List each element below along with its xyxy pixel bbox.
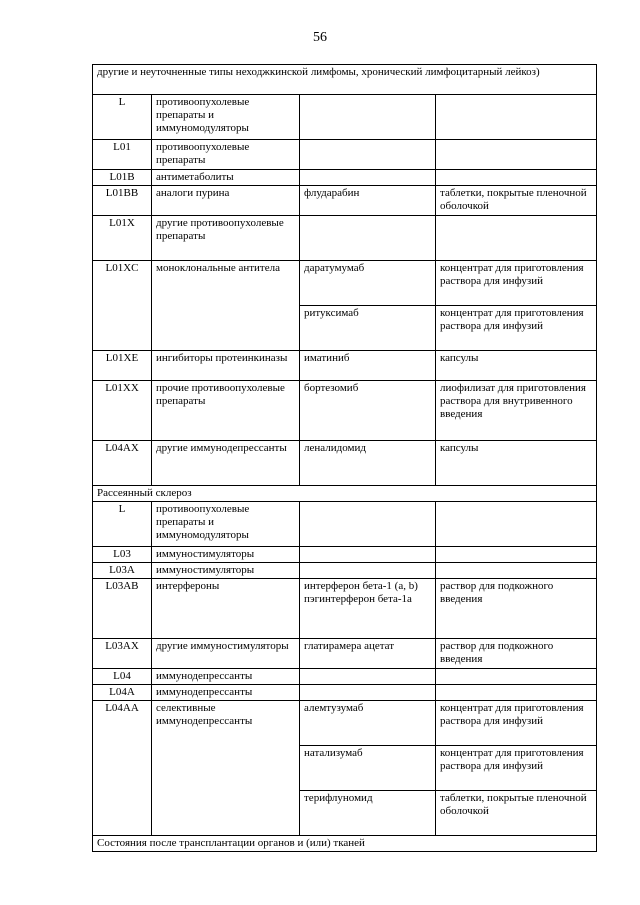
drug-name-cell: леналидомид <box>300 441 436 486</box>
dosage-form-cell: таблетки, покрытые пленочной оболочкой <box>436 186 597 216</box>
atc-group-cell: интерфероны <box>152 579 300 639</box>
atc-code-cell: L01XE <box>93 351 152 381</box>
drug-name-cell <box>300 216 436 261</box>
drug-name-cell <box>300 685 436 701</box>
dosage-form-cell <box>436 502 597 547</box>
atc-group-cell: другие иммуностимуляторы <box>152 639 300 669</box>
drug-name-cell: терифлуномид <box>300 791 436 836</box>
table-row <box>93 701 597 746</box>
atc-code-cell: L <box>93 95 152 140</box>
atc-code-cell: L01X <box>93 216 152 261</box>
dosage-form-cell: лиофилизат для приготовления раствора для внутривенного введения <box>436 381 597 441</box>
table-row <box>93 140 597 170</box>
table-row <box>93 547 597 563</box>
table-row <box>93 502 597 547</box>
drug-name-cell: ритуксимаб <box>300 306 436 351</box>
drug-name-cell: натализумаб <box>300 746 436 791</box>
drug-name-cell: алемтузумаб <box>300 701 436 746</box>
dosage-form-cell: капсулы <box>436 351 597 381</box>
drug-name-cell: флударабин <box>300 186 436 216</box>
atc-code-cell: L04AA <box>93 701 152 836</box>
table-row <box>93 95 597 140</box>
drug-name-cell <box>300 669 436 685</box>
table-row <box>93 261 597 306</box>
table-row <box>93 639 597 669</box>
atc-group-cell: другие иммунодепрессанты <box>152 441 300 486</box>
section-heading: Состояния после трансплантации органов и (или) тканей <box>93 836 597 852</box>
atc-group-cell: иммунодепрессанты <box>152 685 300 701</box>
dosage-form-cell <box>436 669 597 685</box>
dosage-form-cell: капсулы <box>436 441 597 486</box>
drug-name-cell <box>300 170 436 186</box>
atc-group-cell: иммунодепрессанты <box>152 669 300 685</box>
atc-group-cell: ингибиторы протеинкиназы <box>152 351 300 381</box>
atc-group-cell: противоопухолевые препараты и иммуномодуляторы <box>152 502 300 547</box>
atc-group-cell: прочие противоопухолевые препараты <box>152 381 300 441</box>
atc-code-cell: L01BB <box>93 186 152 216</box>
dosage-form-cell <box>436 685 597 701</box>
atc-group-cell: иммуностимуляторы <box>152 547 300 563</box>
dosage-form-cell <box>436 170 597 186</box>
dosage-form-cell <box>436 140 597 170</box>
atc-code-cell: L03AB <box>93 579 152 639</box>
atc-code-cell: L04 <box>93 669 152 685</box>
atc-group-cell: аналоги пурина <box>152 186 300 216</box>
dosage-form-cell: концентрат для приготовления раствора для инфузий <box>436 306 597 351</box>
table-row <box>93 351 597 381</box>
drug-name-cell <box>300 140 436 170</box>
dosage-form-cell <box>436 563 597 579</box>
table-row <box>93 170 597 186</box>
atc-group-cell: селективные иммунодепрессанты <box>152 701 300 836</box>
dosage-form-cell: раствор для подкожного введения <box>436 579 597 639</box>
dosage-form-cell: концентрат для приготовления раствора для инфузий <box>436 261 597 306</box>
atc-group-cell: другие противоопухолевые препараты <box>152 216 300 261</box>
drug-name-cell: глатирамера ацетат <box>300 639 436 669</box>
atc-code-cell: L03 <box>93 547 152 563</box>
drug-name-cell <box>300 547 436 563</box>
atc-code-cell: L01XC <box>93 261 152 351</box>
table-row <box>93 441 597 486</box>
atc-code-cell: L03A <box>93 563 152 579</box>
atc-code-cell: L01B <box>93 170 152 186</box>
drug-name-cell <box>300 502 436 547</box>
table-row <box>93 186 597 216</box>
atc-group-cell: противоопухолевые препараты <box>152 140 300 170</box>
atc-group-cell: антиметаболиты <box>152 170 300 186</box>
table-row <box>93 669 597 685</box>
table-row <box>93 579 597 639</box>
drug-name-cell <box>300 95 436 140</box>
dosage-form-cell: концентрат для приготовления раствора для инфузий <box>436 746 597 791</box>
table-row <box>93 216 597 261</box>
atc-code-cell: L04A <box>93 685 152 701</box>
drug-table-body <box>93 65 597 852</box>
section-row <box>93 65 597 95</box>
atc-code-cell: L04AX <box>93 441 152 486</box>
table-row <box>93 563 597 579</box>
dosage-form-cell <box>436 95 597 140</box>
table-row <box>93 685 597 701</box>
atc-group-cell: моноклональные антитела <box>152 261 300 351</box>
dosage-form-cell: таблетки, покрытые пленочной оболочкой <box>436 791 597 836</box>
dosage-form-cell: концентрат для приготовления раствора для инфузий <box>436 701 597 746</box>
drug-name-cell: иматиниб <box>300 351 436 381</box>
atc-code-cell: L01 <box>93 140 152 170</box>
drug-name-cell: интерферон бета-1 (a, b) пэгинтерферон бета-1a <box>300 579 436 639</box>
section-row <box>93 836 597 852</box>
atc-code-cell: L01XX <box>93 381 152 441</box>
page-number: 56 <box>313 30 327 45</box>
section-heading: Рассеянный склероз <box>93 486 597 502</box>
atc-code-cell: L03AX <box>93 639 152 669</box>
drug-name-cell <box>300 563 436 579</box>
table-row <box>93 381 597 441</box>
atc-group-cell: противоопухолевые препараты и иммуномодуляторы <box>152 95 300 140</box>
dosage-form-cell <box>436 547 597 563</box>
atc-group-cell: иммуностимуляторы <box>152 563 300 579</box>
drug-name-cell: даратумумаб <box>300 261 436 306</box>
section-row <box>93 486 597 502</box>
section-heading: другие и неуточненные типы неходжкинской лимфомы, хронический лимфоцитарный лейкоз) <box>93 65 597 95</box>
atc-code-cell: L <box>93 502 152 547</box>
drug-table <box>92 64 597 852</box>
drug-name-cell: бортезомиб <box>300 381 436 441</box>
dosage-form-cell: раствор для подкожного введения <box>436 639 597 669</box>
dosage-form-cell <box>436 216 597 261</box>
